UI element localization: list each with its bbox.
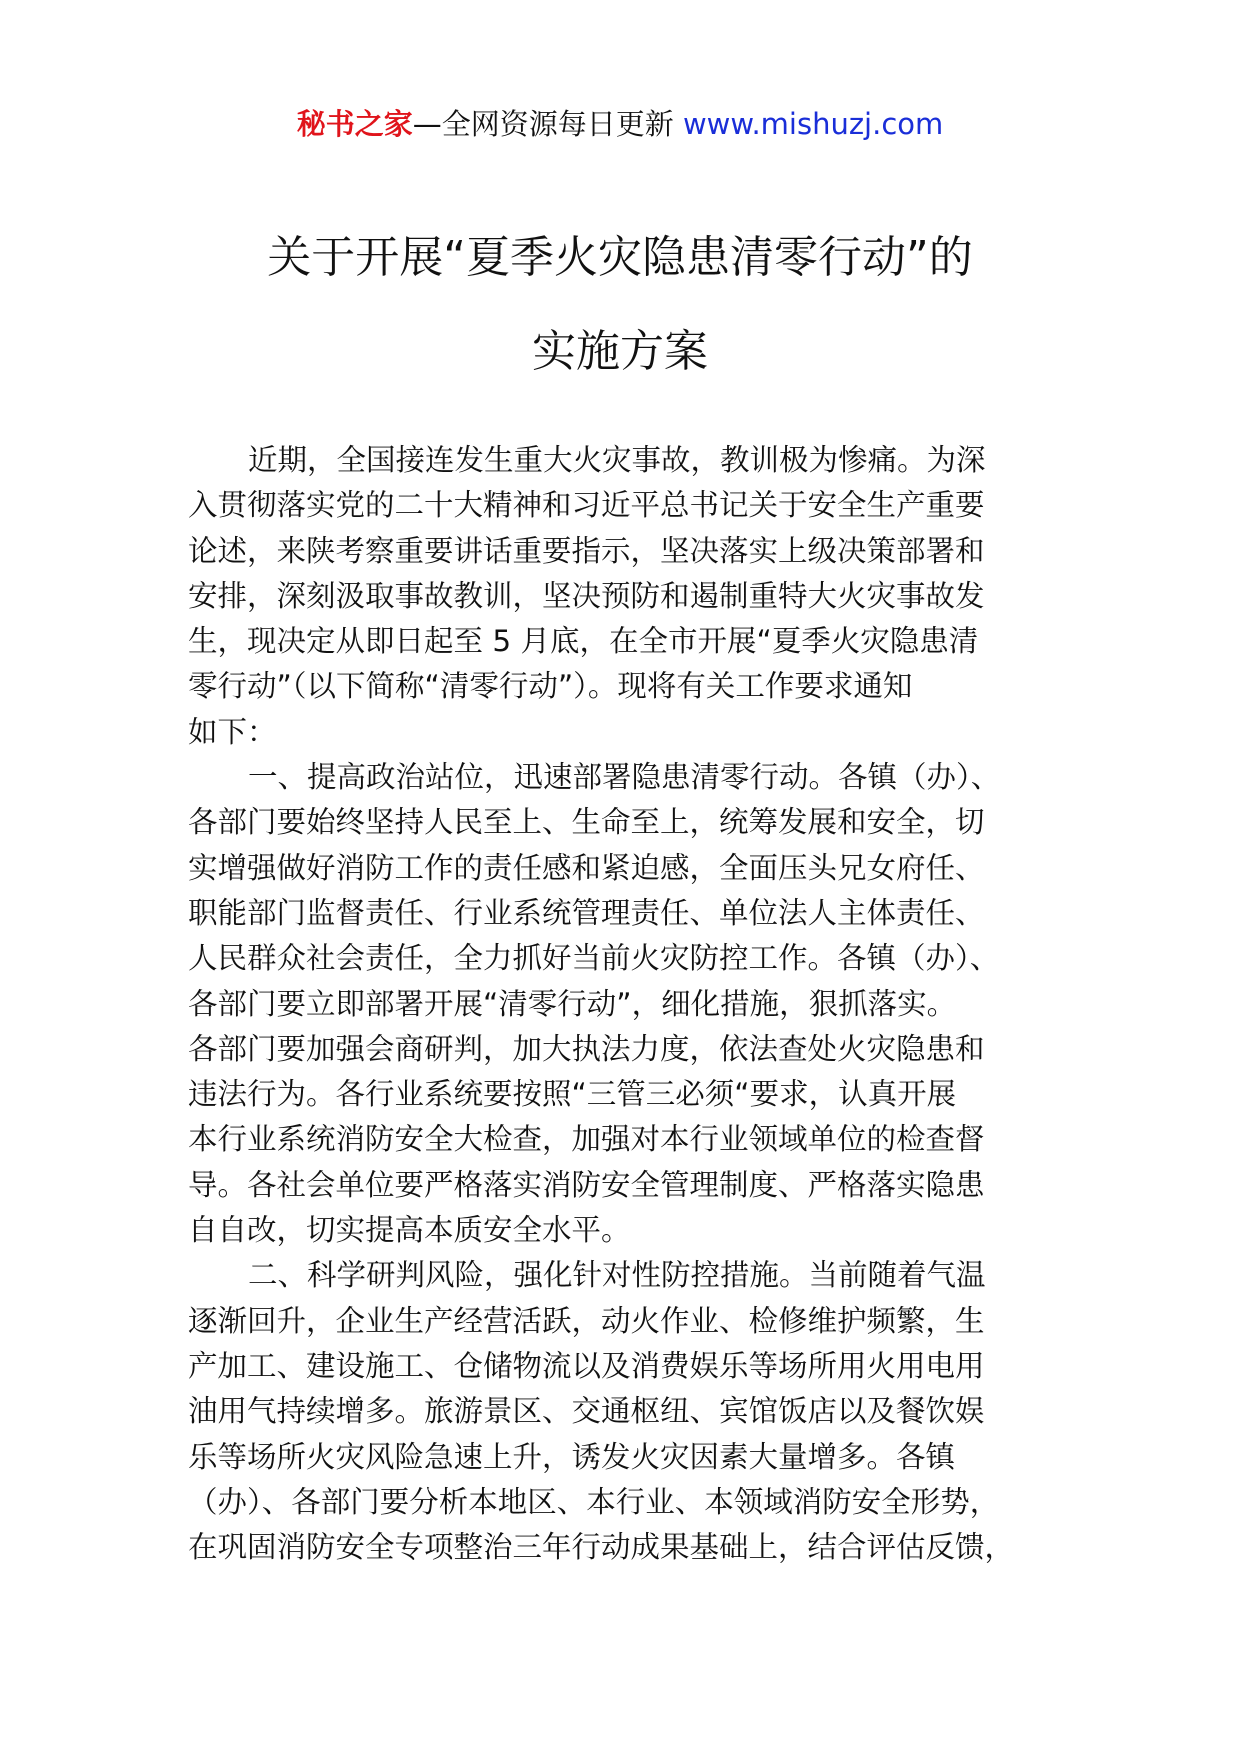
body-line: 职能部门监督责任、行业系统管理责任、单位法人主体责任、 xyxy=(188,895,985,930)
body-line: 二、科学研判风险，强化针对性防控措施。当前随着气温 xyxy=(248,1258,986,1293)
body-line: 实增强做好消防工作的责任感和紧迫感，全面压头兄女府任、 xyxy=(188,850,985,885)
body-line: 零行动”（以下简称“清零行动”）。现将有关工作要求通知 xyxy=(188,669,913,704)
page-header xyxy=(0,102,1240,146)
header-site-link[interactable]: www.mishuzj.com xyxy=(682,107,944,141)
body-line: 各部门要始终坚持人民至上、生命至上，统筹发展和安全，切 xyxy=(188,805,985,840)
document-title-line-1: 关于开展“夏季火灾隐患清零行动”的 xyxy=(267,232,973,283)
body-line: 逐渐回升，企业生产经营活跃，动火作业、检修维护频繁，生 xyxy=(188,1303,985,1338)
body-line: 如下： xyxy=(188,714,277,749)
body-line: 各部门要加强会商研判，加大执法力度，依法查处火灾隐患和 xyxy=(188,1031,985,1066)
body-line: 在巩固消防安全专项整治三年行动成果基础上，结合评估反馈， xyxy=(188,1530,1015,1565)
body-line: 论述，来陕考察重要讲话重要指示，坚决落实上级决策部署和 xyxy=(188,533,985,568)
body-line: 一、提高政治站位，迅速部署隐患清零行动。各镇（办）、 xyxy=(248,760,1001,795)
body-line: 近期，全国接连发生重大火灾事故，教训极为惨痛。为深 xyxy=(248,443,986,477)
body-line: 安排，深刻汲取事故教训，坚决预防和遏制重特大火灾事故发 xyxy=(188,578,985,613)
body-line: 自自改，切实提高本质安全水平。 xyxy=(188,1213,631,1248)
header-tagline: —全网资源每日更新 xyxy=(412,107,674,141)
body-line: 导。各社会单位要严格落实消防安全管理制度、严格落实隐患 xyxy=(188,1167,985,1202)
body-line: 入贯彻落实党的二十大精神和习近平总书记关于安全生产重要 xyxy=(188,488,985,523)
body-line: 违法行为。各行业系统要按照“三管三必须“要求，认真开展 xyxy=(188,1077,957,1112)
body-line: 生，现决定从即日起至 5 月底，在全市开展“夏季火灾隐患清 xyxy=(188,624,979,659)
document-title-line-2: 实施方案 xyxy=(532,326,708,377)
body-line: 本行业系统消防安全大检查，加强对本行业领域单位的检查督 xyxy=(188,1122,985,1157)
body-line: 人民群众社会责任，全力抓好当前火灾防控工作。各镇（办）、 xyxy=(188,941,1000,976)
body-line: 乐等场所火灾风险急速上升，诱发火灾因素大量增多。各镇 xyxy=(188,1439,956,1474)
body-line: （办）、各部门要分析本地区、本行业、本领域消防安全形势， xyxy=(188,1484,1000,1519)
body-line: 产加工、建设施工、仓储物流以及消费娱乐等场所用火用电用 xyxy=(188,1348,985,1383)
header-brand: 秘书之家 xyxy=(296,107,413,141)
body-line: 各部门要立即部署开展“清零行动”，细化措施，狠抓落实。 xyxy=(188,986,957,1021)
document-body xyxy=(188,438,1066,1570)
body-line: 油用气持续增多。旅游景区、交通枢纽、宾馆饭店以及餐饮娱 xyxy=(188,1394,985,1429)
